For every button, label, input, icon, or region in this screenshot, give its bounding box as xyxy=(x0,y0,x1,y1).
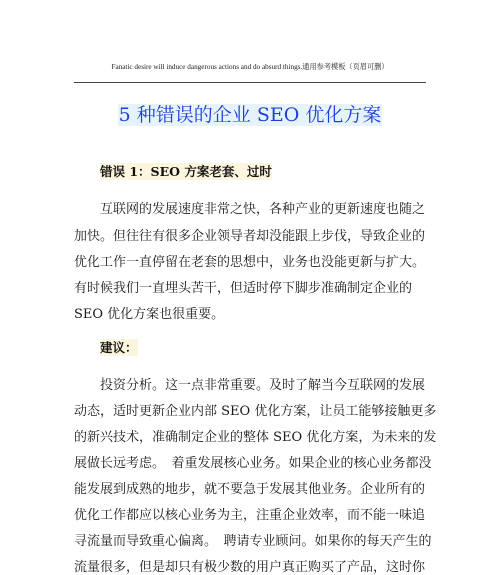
paragraph-line: 加快。但往往有很多企业领导者却没能跟上步伐，导致企业的 xyxy=(74,229,426,244)
section-heading-error-1 xyxy=(100,162,272,180)
document-title xyxy=(0,100,500,127)
paragraph-line: 有时候我们一直埋头苦干，但适时停下脚步准确制定企业的 xyxy=(74,281,413,296)
paragraph-line: 优化工作都应以核心业务为主，注重企业效率，而不能一味追 xyxy=(74,508,426,523)
paragraph-line: 能发展到成熟的地步，就不要急于发展其他业务。企业所有的 xyxy=(74,482,426,497)
header-divider xyxy=(74,82,426,83)
section-heading-error-1-text: 错误 1：SEO 方案老套、过时 xyxy=(100,164,272,179)
page-header: Fanatic desire will induce dangerous actions and do absurd things.通用参考模板（页眉可删） xyxy=(111,63,389,71)
paragraph-line: 互联网的发展速度非常之快，各种产业的更新速度也随之 xyxy=(100,202,426,217)
paragraph-line: SEO 优化方案也很重要。 xyxy=(74,307,225,322)
section-heading-advice xyxy=(100,338,138,356)
paragraph-line: 展做长远考虑。 着重发展核心业务。如果企业的核心业务都没 xyxy=(74,456,432,471)
paragraph-line: 寻流量而导致重心偏离。 聘请专业顾问。如果你的每天产生的 xyxy=(74,534,432,549)
document-title-text: 5 种错误的企业 SEO 优化方案 xyxy=(118,104,382,126)
section-heading-advice-text: 建议： xyxy=(100,340,138,355)
paragraph-line: 优化工作一直停留在老套的思想中，业务也没能更新与扩大。 xyxy=(74,255,426,270)
paragraph-line: 投资分析。这一点非常重要。及时了解当今互联网的发展 xyxy=(100,378,426,393)
paragraph-line: 流量很多，但是却只有极少数的用户真正购买了产品，这时你 xyxy=(74,560,426,575)
paragraph-line: 动态，适时更新企业内部 SEO 优化方案，让员工能够接触更多 xyxy=(74,404,437,419)
paragraph-line: 的新兴技术，准确制定企业的整体 SEO 优化方案，为未来的发 xyxy=(74,430,437,445)
